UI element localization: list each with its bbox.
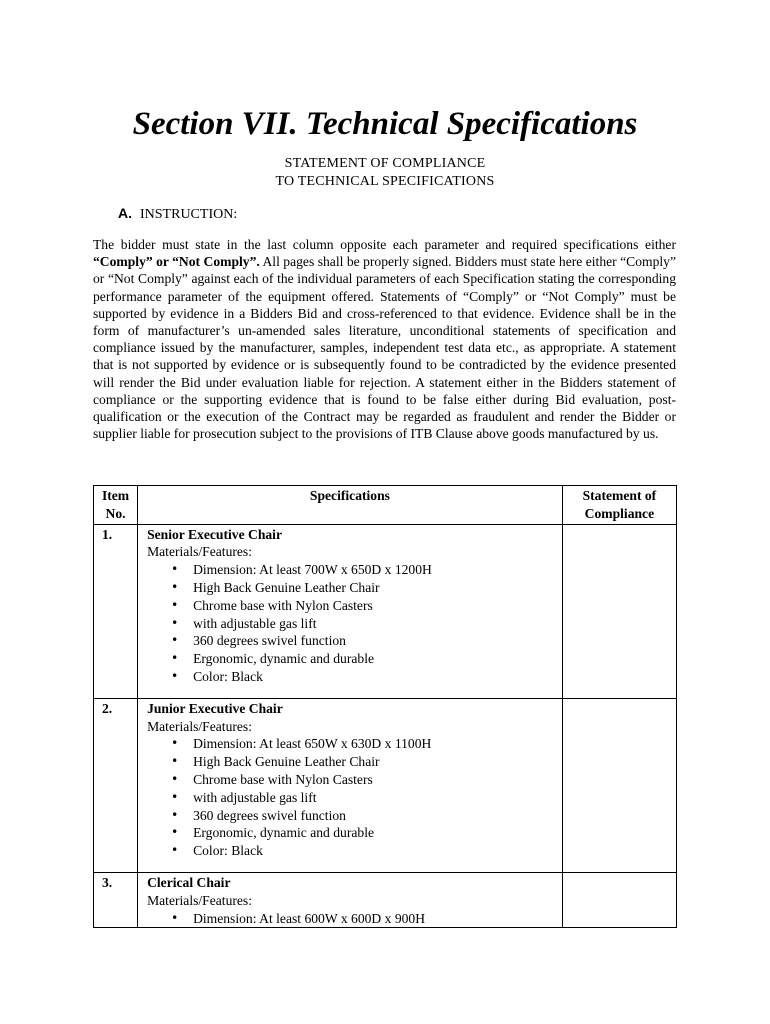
instruction-bold: “Comply” or “Not Comply”.: [93, 254, 260, 270]
header-item-no: Item No.: [94, 486, 138, 525]
feature-item: • High Back Genuine Leather Chair: [193, 753, 562, 771]
row-spacer: [147, 686, 562, 698]
feature-item: • Ergonomic, dynamic and durable: [193, 650, 562, 668]
page-title: Section VII. Technical Specifications: [132, 106, 638, 142]
table-row: [94, 872, 677, 927]
instruction-rest: All pages shall be properly signed. Bidders must state here either “Comply” or “Not Comply” against each of the individual parameters of each Specification stating the corresponding performance parameter of the equipment offered. Statements of “Comply” or “Not Comply” must be supported by evidence in a Bidders Bid and cross-referenced to that evidence. Evidence shall be in the form of manufacturer’s un-amended sales literature, unconditional statements of specification and compliance issued by the manufacturer, samples, independent test data etc., as appropriate. A statement that is not supported by evidence or is subsequently found to be contradicted by the evidence presented will render the Bid under evaluation liable for rejection. A statement either in the Bidders statement of compliance or the supporting evidence that is found to be false either during Bid evaluation, post-qualification or the execution of the Contract may be regarded as fraudulent and render the Bidder or supplier liable for prosecution subject to the provisions of ITB Clause above goods manufactured by us.: [93, 254, 676, 442]
compliance-cell[interactable]: [562, 872, 676, 927]
compliance-cell[interactable]: [562, 698, 676, 872]
row-spacer: [147, 860, 562, 872]
feature-item: • Chrome base with Nylon Casters: [193, 597, 562, 615]
table-header-row: [94, 486, 677, 525]
header-statement-of-compliance: Statement of Compliance: [562, 486, 676, 525]
feature-item: • Dimension: At least 650W x 630D x 1100H: [193, 735, 562, 753]
feature-item: • with adjustable gas lift: [193, 789, 562, 807]
compliance-cell[interactable]: [562, 524, 676, 698]
feature-item: • with adjustable gas lift: [193, 615, 562, 633]
item-name: Junior Executive Chair: [147, 700, 283, 716]
item-number: 3.: [94, 872, 138, 927]
item-name: Clerical Chair: [147, 874, 231, 890]
instruction-paragraph: [93, 236, 676, 442]
instruction-intro: The bidder must state in the last column opposite each parameter and required specifications either: [93, 237, 676, 252]
item-number: 2.: [94, 698, 138, 872]
item-name: Senior Executive Chair: [147, 526, 282, 542]
feature-item: • Dimension: At least 700W x 650D x 1200H: [193, 561, 562, 579]
table-row: [94, 524, 677, 698]
materials-features-label: Materials/Features:: [147, 892, 253, 908]
instruction-heading-text: INSTRUCTION:: [140, 207, 238, 222]
feature-list: [147, 561, 562, 686]
instruction-letter: A.: [118, 205, 132, 221]
feature-item: • Color: Black: [193, 668, 562, 686]
feature-item: • Chrome base with Nylon Casters: [193, 771, 562, 789]
table-body: [94, 524, 677, 928]
feature-item: • 360 degrees swivel function: [193, 807, 562, 825]
materials-features-label: Materials/Features:: [147, 718, 253, 734]
item-specification: [138, 698, 563, 872]
table-row: [94, 698, 677, 872]
specifications-table: [93, 485, 677, 928]
instruction-heading: [118, 205, 237, 223]
feature-item: • Dimension: At least 600W x 600D x 900H: [193, 910, 562, 928]
feature-item: • Ergonomic, dynamic and durable: [193, 824, 562, 842]
materials-features-label: Materials/Features:: [147, 544, 253, 560]
feature-item: • Color: Black: [193, 842, 562, 860]
item-specification: [138, 524, 563, 698]
feature-item: • High Back Genuine Leather Chair: [193, 579, 562, 597]
subtitle-technical-specifications: TO TECHNICAL SPECIFICATIONS: [275, 174, 495, 189]
feature-list: [147, 910, 562, 928]
item-number: 1.: [94, 524, 138, 698]
feature-list: [147, 735, 562, 860]
item-specification: [138, 872, 563, 927]
feature-item: • 360 degrees swivel function: [193, 632, 562, 650]
header-specifications: Specifications: [138, 486, 563, 525]
subtitle-statement-of-compliance: STATEMENT OF COMPLIANCE: [284, 156, 486, 171]
